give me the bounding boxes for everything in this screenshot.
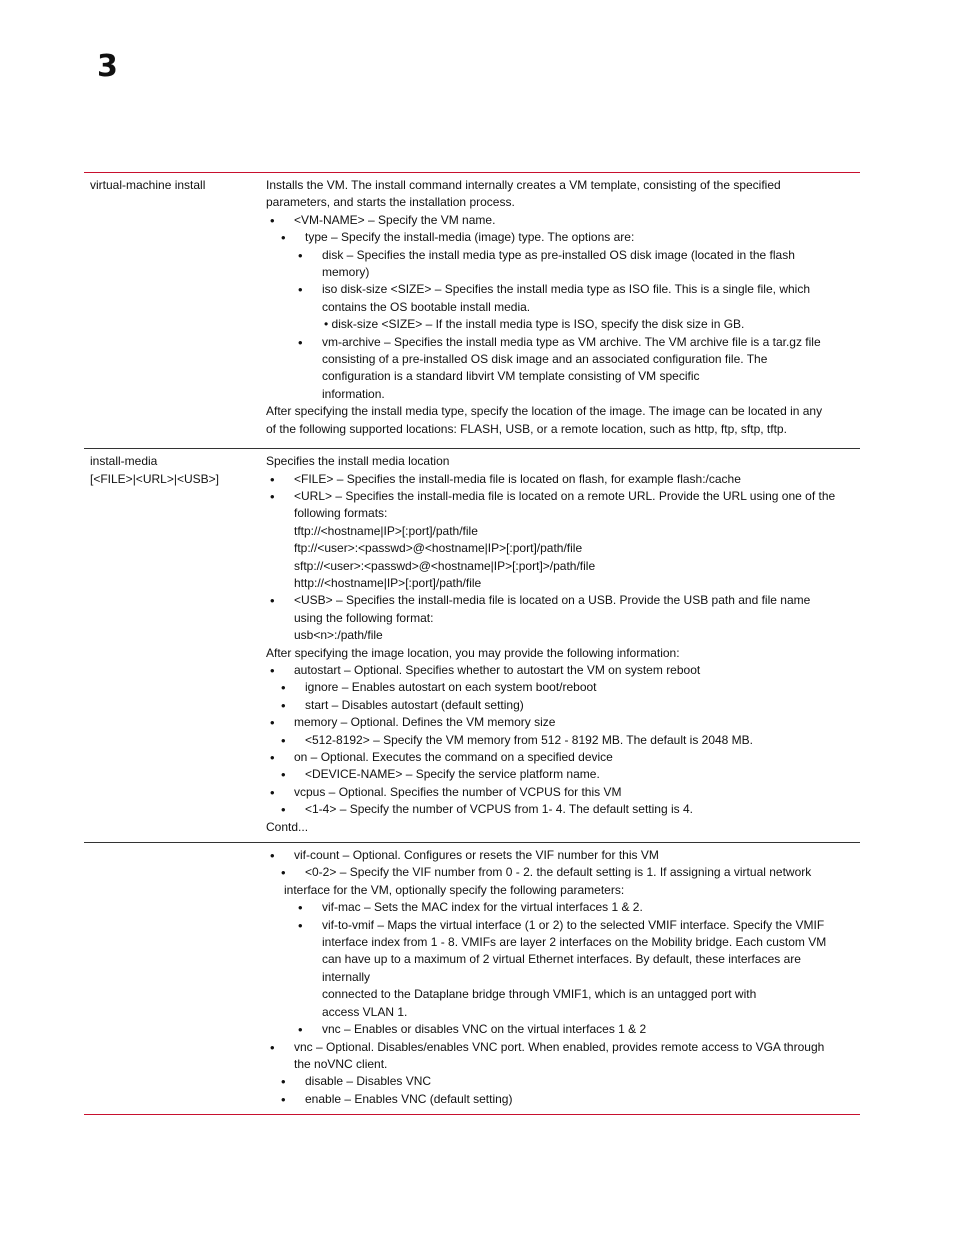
bullet-icon: • — [281, 865, 286, 881]
line-text: vm-archive – Specifies the install media type as VM archive. The VM archive file is a tar.gz file — [322, 334, 821, 349]
description-line — [266, 882, 854, 899]
command-name-line: [<FILE>|<URL>|<USB>] — [90, 471, 219, 486]
bullet-icon: • — [270, 715, 275, 731]
description-line — [266, 351, 854, 368]
bullet-icon: • — [298, 334, 303, 350]
bullet-icon: • — [281, 697, 286, 713]
description-line — [266, 969, 854, 986]
line-text: http://<hostname|IP>[:port]/path/file — [294, 575, 482, 590]
description-line — [266, 1056, 854, 1073]
line-text: autostart – Optional. Specifies whether to autostart the VM on system reboot — [294, 662, 701, 677]
bullet-item-line — [266, 247, 854, 264]
bullet-item-line — [266, 1021, 854, 1038]
description-line — [266, 645, 854, 662]
description-line — [266, 421, 854, 438]
description-line — [266, 177, 854, 194]
line-text: Contd... — [266, 819, 309, 834]
line-text: iso disk-size <SIZE> – Specifies the install media type as ISO file. This is a single file, which — [322, 282, 810, 297]
line-text: type – Specify the install-media (image) type. The options are: — [305, 230, 635, 245]
bullet-icon: • — [270, 1039, 275, 1055]
bullet-icon: • — [298, 247, 303, 263]
bullet-item-line — [266, 212, 854, 229]
bullet-icon: • — [281, 732, 286, 748]
line-text: contains the OS bootable install media. — [322, 299, 531, 314]
line-text: using the following format: — [294, 610, 434, 625]
line-text: <1-4> – Specify the number of VCPUS from 1- 4. The default setting is 4. — [305, 802, 693, 817]
bullet-item-line — [266, 732, 854, 749]
description-line — [266, 951, 854, 968]
table-bottom-rule — [84, 1114, 860, 1115]
bullet-item-line — [266, 281, 854, 298]
bullet-item-line — [266, 714, 854, 731]
bullet-item-line — [266, 592, 854, 609]
bullet-icon: • — [270, 750, 275, 765]
line-text: vif-to-vmif – Maps the virtual interface (1 or 2) to the selected VMIF interface. Specify the VMIF — [322, 917, 825, 932]
line-text: access VLAN 1. — [322, 1004, 408, 1019]
bullet-item-line — [266, 899, 854, 916]
description-line — [266, 1004, 854, 1021]
line-text: interface for the VM, optionally specify the following parameters: — [284, 882, 625, 897]
line-text: the noVNC client. — [294, 1056, 388, 1071]
bullet-icon: • — [281, 1074, 286, 1090]
bullet-icon: • — [281, 680, 286, 696]
chapter-number: 3 — [97, 49, 118, 84]
bullet-icon: • — [298, 900, 303, 916]
bullet-icon: • — [270, 212, 275, 228]
bullet-icon: • — [281, 802, 286, 818]
description-line — [266, 575, 854, 592]
line-text: connected to the Dataplane bridge through VMIF1, which is an untagged port with — [322, 987, 757, 1002]
line-text: following formats: — [294, 506, 388, 521]
bullet-icon: • — [270, 471, 275, 487]
line-text: usb<n>:/path/file — [294, 628, 383, 643]
description-line — [266, 523, 854, 540]
line-text: tftp://<hostname|IP>[:port]/path/file — [294, 523, 478, 538]
line-text: <0-2> – Specify the VIF number from 0 - 2. the default setting is 1. If assigning a virtual network — [305, 865, 812, 880]
description-line — [266, 316, 854, 333]
description-line — [266, 819, 854, 836]
bullet-item-line — [266, 801, 854, 818]
bullet-item-line — [266, 488, 854, 505]
line-text: configuration is a standard libvirt VM template consisting of VM specific — [322, 369, 700, 384]
line-text: <DEVICE-NAME> – Specify the service platform name. — [305, 767, 600, 782]
line-text: ftp://<user>:<passwd>@<hostname|IP>[:port]/path/file — [294, 541, 583, 556]
line-text: on – Optional. Executes the command on a specified device — [294, 750, 613, 764]
line-text: can have up to a maximum of 2 virtual Ethernet interfaces. By default, these interfaces are — [322, 952, 801, 967]
bullet-icon: • — [281, 230, 286, 246]
description-cell — [266, 449, 860, 836]
line-text: <512-8192> – Specify the VM memory from 512 - 8192 MB. The default is 2048 MB. — [305, 732, 754, 747]
line-text: information. — [322, 386, 385, 401]
bullet-item-line — [266, 662, 854, 679]
line-text: Installs the VM. The install command internally creates a VM template, consisting of the specified — [266, 178, 781, 192]
description-line — [266, 540, 854, 557]
command-table — [84, 172, 860, 1115]
bullet-item-line — [266, 471, 854, 488]
bullet-item-line — [266, 697, 854, 714]
bullet-item-line — [266, 1091, 854, 1108]
bullet-icon: • — [270, 593, 275, 609]
line-text: <USB> – Specifies the install-media file is located on a USB. Provide the USB path and file name — [294, 593, 811, 608]
bullet-icon: • — [298, 282, 303, 298]
line-text: vnc – Enables or disables VNC on the virtual interfaces 1 & 2 — [322, 1022, 647, 1037]
description-line — [266, 386, 854, 403]
bullet-item-line — [266, 784, 854, 801]
bullet-item-line — [266, 679, 854, 696]
line-text: start – Disables autostart (default setting) — [305, 697, 524, 712]
line-text: ignore – Enables autostart on each system boot/reboot — [305, 680, 597, 695]
line-text: internally — [322, 969, 371, 984]
description-line — [266, 610, 854, 627]
command-cell — [90, 453, 260, 488]
description-line — [266, 934, 854, 951]
bullet-item-line — [266, 334, 854, 351]
bullet-item-line — [266, 917, 854, 934]
description-line — [266, 453, 854, 470]
bullet-icon: • — [270, 784, 275, 800]
bullet-item-line — [266, 766, 854, 783]
line-text: vif-count – Optional. Configures or resets the VIF number for this VM — [294, 848, 659, 863]
bullet-icon: • — [281, 1091, 286, 1107]
table-row — [84, 173, 860, 448]
line-text: <FILE> – Specifies the install-media file is located on flash, for example flash:/cache — [294, 471, 741, 486]
description-line — [266, 299, 854, 316]
command-cell — [90, 177, 260, 194]
bullet-icon: • — [298, 1022, 303, 1038]
line-text: interface index from 1 - 8. VMIFs are layer 2 interfaces on the Mobility bridge. Each custom VM — [322, 935, 827, 950]
line-text: • disk-size <SIZE> – If the install media type is ISO, specify the disk size in GB. — [324, 317, 745, 332]
line-text: enable – Enables VNC (default setting) — [305, 1091, 513, 1106]
table-row — [84, 843, 860, 1114]
description-line — [266, 627, 854, 644]
bullet-item-line — [266, 847, 854, 864]
line-text: of the following supported locations: FLASH, USB, or a remote location, such as http, ftp, sftp, tftp. — [266, 421, 787, 436]
line-text: parameters, and starts the installation process. — [266, 195, 515, 210]
description-line — [266, 194, 854, 211]
bullet-item-line — [266, 229, 854, 246]
bullet-item-line — [266, 1073, 854, 1090]
bullet-item-line — [266, 749, 854, 766]
description-line — [266, 264, 854, 281]
bullet-icon: • — [281, 767, 286, 783]
bullet-item-line — [266, 864, 854, 881]
line-text: vnc – Optional. Disables/enables VNC port. When enabled, provides remote access to VGA through — [294, 1039, 825, 1054]
line-text: memory – Optional. Defines the VM memory size — [294, 715, 556, 730]
bullet-icon: • — [270, 488, 275, 504]
line-text: <URL> – Specifies the install-media file is located on a remote URL. Provide the URL using one of the — [294, 488, 836, 503]
bullet-icon: • — [270, 848, 275, 864]
line-text: disk – Specifies the install media type as pre-installed OS disk image (located in the flash — [322, 247, 795, 262]
line-text: After specifying the install media type, specify the location of the image. The image can be located in any — [266, 404, 823, 419]
line-text: disable – Disables VNC — [305, 1074, 432, 1089]
table-row — [84, 449, 860, 842]
line-text: memory) — [322, 265, 370, 280]
command-name-line: install-media — [90, 454, 158, 469]
description-line — [266, 403, 854, 420]
description-line — [266, 986, 854, 1003]
description-line — [266, 558, 854, 575]
description-line — [266, 368, 854, 385]
bullet-icon: • — [298, 917, 303, 933]
line-text: consisting of a pre-installed OS disk image and an associated configuration file. The — [322, 352, 768, 367]
line-text: vcpus – Optional. Specifies the number of VCPUS for this VM — [294, 784, 622, 799]
description-line — [266, 505, 854, 522]
bullet-item-line — [266, 1039, 854, 1056]
line-text: vif-mac – Sets the MAC index for the virtual interfaces 1 & 2. — [322, 900, 643, 915]
line-text: <VM-NAME> – Specify the VM name. — [294, 212, 496, 227]
line-text: After specifying the image location, you may provide the following information: — [266, 645, 680, 660]
line-text: Specifies the install media location — [266, 454, 450, 469]
command-name-line: virtual-machine install — [90, 178, 206, 192]
bullet-icon: • — [270, 662, 275, 678]
line-text: sftp://<user>:<passwd>@<hostname|IP>[:port]>/path/file — [294, 558, 596, 573]
description-cell — [266, 843, 860, 1108]
description-cell — [266, 173, 860, 438]
